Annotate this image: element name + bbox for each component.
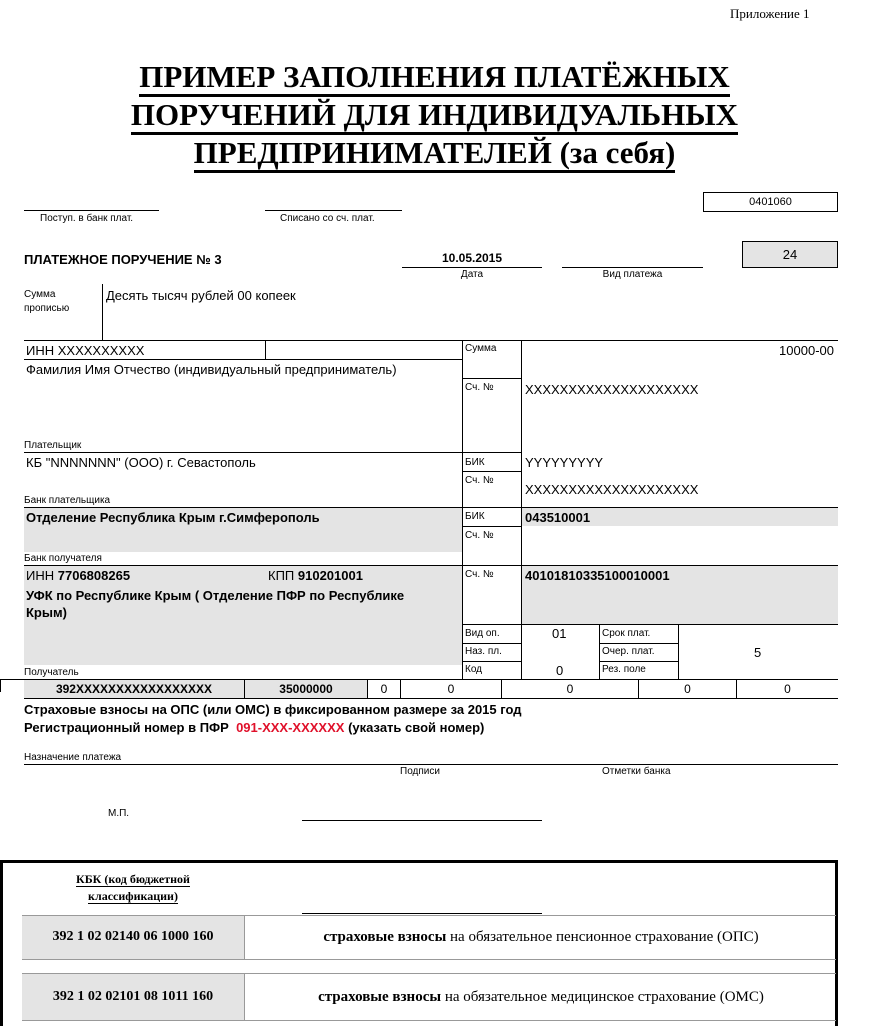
vid-op-label: Вид оп. [465,628,500,639]
kbk-desc-oms: страховые взносы на обязательное медицинское страхование (ОМС) [318,989,764,1005]
kbk-desc-ops: страховые взносы на обязательное пенсионное страхование (ОПС) [323,929,759,945]
naz-pl-label: Наз. пл. [465,646,502,657]
appendix-label: Приложение 1 [730,6,810,21]
kbk-header: КБК (код бюджетной классификации) [76,872,190,903]
recipient-kpp: КПП 910201001 [268,568,363,583]
payer-name: Фамилия Имя Отчество (индивидуальный предприниматель) [26,362,397,377]
payer-bik-label: БИК [465,457,485,468]
debited-label: Списано со сч. плат. [280,213,375,224]
payer-corr-label: Сч. № [465,475,494,486]
order-title: ПЛАТЕЖНОЕ ПОРУЧЕНИЕ № 3 [24,252,222,267]
ocher-label: Очер. плат. [602,646,655,657]
received-label: Поступ. в банк плат. [40,213,134,224]
date-value: 10.05.2015 [441,251,503,265]
payer-account: XXXXXXXXXXXXXXXXXXXX [525,382,699,397]
amount-words-label: Сумма прописью [24,289,70,314]
rez-label: Рез. поле [602,664,646,675]
signatures-label: Подписи [400,766,440,777]
date-label: Дата [460,269,484,280]
payer-inn: ИНН XXXXXXXXXX [26,343,145,358]
payer-bik: YYYYYYYYY [525,455,604,470]
title-line-1: ПРИМЕР ЗАПОЛНЕНИЯ ПЛАТЁЖНЫХ [139,59,730,97]
form-code-box: 0401060 [703,192,838,212]
payer-corr: XXXXXXXXXXXXXXXXXXXX [525,482,699,497]
payer-account-label: Сч. № [465,382,494,393]
kbk-field: 392XXXXXXXXXXXXXXXXX [55,682,213,696]
stamp-label: М.П. [108,808,130,819]
payer-label: Плательщик [24,440,82,451]
kbk-code-oms: 392 1 02 02101 08 1011 160 [52,989,214,1004]
vid-op-value: 01 [552,626,567,641]
kod-value: 0 [556,663,564,678]
period-field: 0 [447,682,455,696]
doc-date-field: 0 [684,682,691,696]
kbk-code-ops: 392 1 02 02140 06 1000 160 [52,929,214,944]
recipient-bik-label: БИК [465,511,485,522]
purpose-label: Назначение платежа [24,752,122,763]
doc-number-field: 0 [566,682,574,696]
amount-words-value: Десять тысяч рублей 00 копеек [106,288,296,303]
recipient-inn: ИНН 7706808265 [26,568,131,583]
srok-label: Срок плат. [602,628,651,639]
ocher-value: 5 [754,645,762,660]
oktmo-field: 35000000 [279,682,333,696]
page-title [0,58,869,172]
recipient-account-label: Сч. № [465,569,494,580]
title-line-3: ПРЕДПРИНИМАТЕЛЕЙ (за себя) [194,135,676,173]
bank-marks-label: Отметки банка [602,766,671,777]
payment-type-label: Вид платежа [602,269,663,280]
payer-bank: КБ "NNNNNNN" (ООО) г. Севастополь [26,455,256,470]
payer-bank-label: Банк плательщика [24,495,111,506]
recipient-label: Получатель [24,667,79,678]
kod-label: Код [465,664,483,675]
title-line-2: ПОРУЧЕНИЙ ДЛЯ ИНДИВИДУАЛЬНЫХ [131,97,738,135]
payment-purpose: Страховые взносы на ОПС (или ОМС) в фиксированном размере за 2015 год Регистрационный номер в ПФР 091-XXX-XXXXXX (указать свой номер) [24,702,522,735]
basis-field: 0 [380,682,388,696]
recipient-name: УФК по Республике Крым ( Отделение ПФР по Республике Крым) [26,588,405,620]
amount-value: 10000-00 [779,343,834,358]
type-field: 0 [784,682,791,696]
status-box: 24 [742,241,838,268]
recipient-bank: Отделение Республика Крым г.Симферополь [26,510,320,525]
recipient-account: 40101810335100010001 [525,568,670,583]
amount-label: Сумма [465,343,497,354]
recipient-bik: 043510001 [525,510,591,525]
recipient-corr-label: Сч. № [465,530,494,541]
recipient-bank-label: Банк получателя [24,553,102,564]
